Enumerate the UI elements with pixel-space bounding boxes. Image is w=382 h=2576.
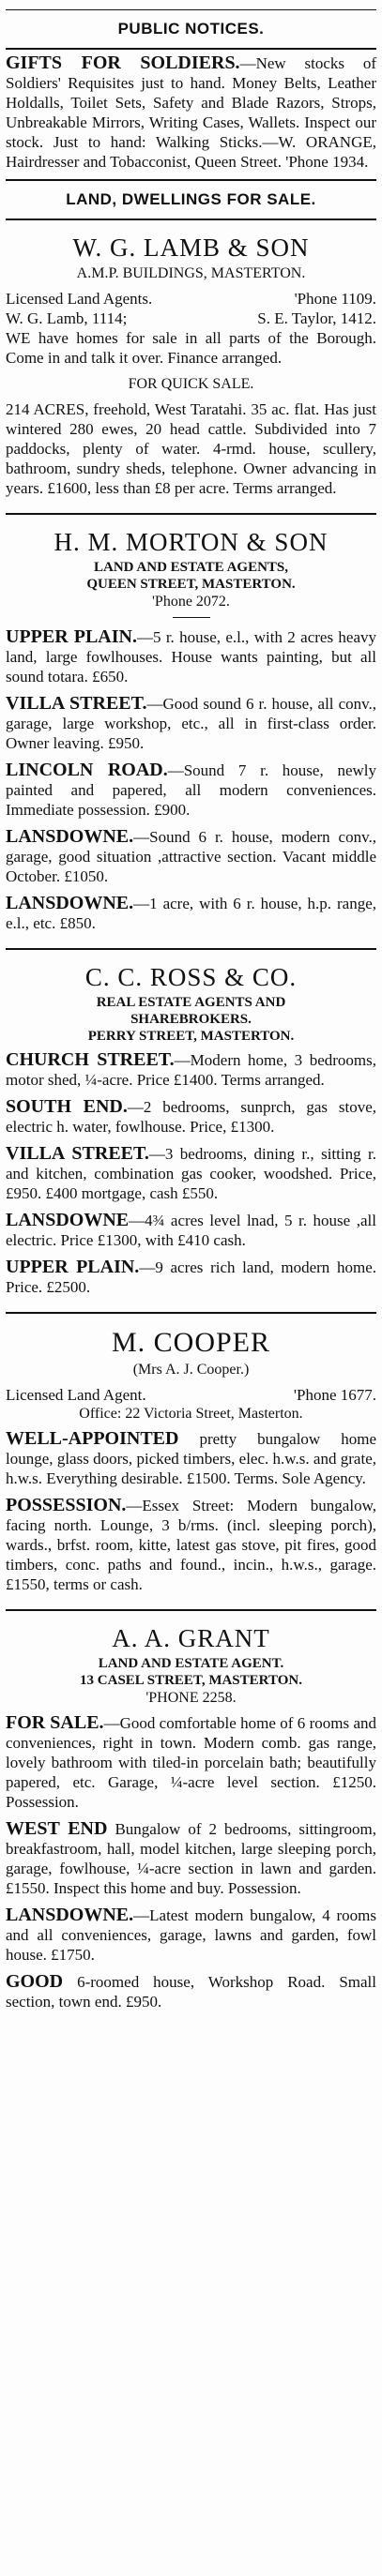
listing [6, 627, 376, 686]
listing [6, 1972, 376, 2011]
cooper-phone: 'Phone 1677. [293, 1386, 376, 1404]
listing [6, 894, 376, 933]
listing-lead: UPPER PLAIN. [6, 1257, 140, 1277]
lamb-phone: 'Phone 1109. [294, 290, 376, 308]
listing-body: —Good sound 6 r. house, all conv., garage, large workshop, etc., all in first-class order. Owner leaving. £950. [6, 695, 377, 752]
land-heading: LAND, DWELLINGS FOR SALE. [66, 190, 316, 208]
lamb-licensed-line [6, 289, 376, 309]
section-rule [6, 1609, 376, 1611]
lamb-name-2: S. E. Taylor, 1412. [257, 309, 376, 327]
listing-body: —Good comfortable home of 6 rooms and conveniences, right in town. Modern comb. gas range, lovely bathroom with tiled-in porcelain bath; beautifully papered, etc. Garage, ¼-acre level section. £1250. Possession. [6, 1714, 376, 1811]
cooper-sub: (Mrs A. J. Cooper.) [132, 1362, 250, 1378]
listing [6, 1906, 376, 1965]
listing [6, 1144, 376, 1203]
listing-body: —3 bedrooms, dining r., sitting r. and kitchen, combination gas cooker, woodshed. Price, £950. £400 mortgage, cash £550. [6, 1145, 376, 1202]
listing-body: —Essex Street: Modern bungalow, facing north. Lounge, 3 b/rms. (incl. sleeping porch), wards., brfst. room, kitte, latest gas stove, pit fires, good timbers, conc. paths and found., incin., h.w.s., garage. £1550, terms or cash. [6, 1497, 376, 1593]
listing [6, 1097, 376, 1137]
listing-lead: VILLA STREET. [6, 1143, 149, 1164]
cooper-licensed: Licensed Land Agent. [6, 1386, 146, 1404]
listing [6, 1050, 376, 1090]
top-rule [6, 9, 376, 10]
listing [6, 694, 376, 753]
ross-line-3: PERRY STREET, MASTERTON. [87, 1029, 295, 1044]
gifts-lead: GIFTS FOR SOLDIERS. [6, 53, 240, 73]
section-rule [6, 1312, 376, 1314]
listing [6, 1819, 376, 1898]
listing-lead: LINCOLN ROAD. [6, 760, 168, 780]
morton-line-2: QUEEN STREET, MASTERTON. [86, 577, 296, 592]
grant-line-1: LAND AND ESTATE AGENT. [98, 1656, 284, 1671]
listing-lead: GOOD [6, 1971, 64, 1992]
listing-body: Bungalow of 2 bedrooms, sittingroom, breakfastroom, hall, model kitchen, large sleeping porch, garage, fowlhouse, ¼-acre section in lawn and garden. £1550. Inspect this home and buy. Possession. [6, 1820, 376, 1897]
listing-lead: CHURCH STREET. [6, 1049, 175, 1070]
listing-lead: LANSDOWNE [6, 1210, 130, 1230]
section-rule [6, 218, 376, 220]
lamb-name-1: W. G. Lamb, 1114; [6, 309, 128, 327]
lamb-address: A.M.P. BUILDINGS, MASTERTON. [76, 265, 306, 281]
morton-phone: 'Phone 2072. [152, 594, 230, 610]
listing [6, 827, 376, 886]
listing [6, 1429, 376, 1488]
newspaper-column [6, 0, 376, 2023]
lamb-licensed: Licensed Land Agents. [6, 290, 153, 308]
listing-lead: POSSESSION. [6, 1495, 127, 1515]
section-rule [6, 513, 376, 515]
morton-line-1: LAND AND ESTATE AGENTS, [94, 560, 288, 575]
listing-body: —1 acre, with 6 r. house, h.p. range, e.l., etc. £850. [6, 895, 376, 932]
listing-body: —9 acres rich land, modern home. Price. £2500. [6, 1258, 376, 1296]
gifts-body: —New stocks of Soldiers' Requisites just to hand. Money Belts, Leather Holdalls, Toilet Sets, Safety and Blade Razors, Strops, Unbreakable Mirrors, Writing Cases, Wallets. Inspect our stock. Just to hand: Walking Sticks.—W. ORANGE, Hairdresser and Tobacconist, Queen Street. 'Phone 1934. [6, 54, 376, 171]
listing-body: —Sound 6 r. house, modern conv., garage, good situation ,attractive section. Vacant middle October. £1050. [6, 828, 376, 885]
lamb-ad [6, 224, 376, 509]
lamb-name: W. G. LAMB & SON [72, 233, 310, 262]
grant-ad [6, 1615, 376, 2023]
listing [6, 1258, 376, 1297]
grant-line-2: 13 CASEL STREET, MASTERTON. [80, 1673, 302, 1688]
listing-body: —5 r. house, e.l., with 2 acres heavy land, large fowlhouses. House wants painting, but all sound totara. £650. [6, 628, 376, 685]
listing-body: —Sound 7 r. house, newly painted and papered, all modern conveniences. Immediate possession. £900. [6, 761, 376, 819]
listing-body: —Latest modern bungalow, 4 rooms and all conveniences, garage, lawns and garden, fowl house. £1750. [6, 1906, 376, 1964]
cooper-licensed-line [6, 1385, 376, 1405]
section-rule [6, 948, 376, 950]
listing-body: —2 bedrooms, sunprch, gas stove, electric h. water, fowlhouse. Price, £1300. [6, 1098, 377, 1136]
listing [6, 1211, 376, 1250]
ross-name: C. C. ROSS & CO. [84, 963, 298, 991]
listing-lead: WELL-APPOINTED [6, 1428, 179, 1449]
divider [173, 617, 210, 618]
listing-lead: SOUTH END. [6, 1096, 128, 1117]
listing-lead: UPPER PLAIN. [6, 626, 137, 647]
listing-body: —4¾ acres level lnad, 5 r. house ,all electric. Price £1300, with £410 cash. [6, 1212, 376, 1249]
listing [6, 761, 376, 820]
ross-ad [6, 954, 376, 1308]
section-rule [6, 48, 376, 50]
listing [6, 1496, 376, 1594]
listing-lead: LANSDOWNE. [6, 826, 134, 847]
ross-line-2: SHAREBROKERS. [130, 1012, 252, 1027]
grant-name: A. A. GRANT [112, 1624, 270, 1652]
listing-lead: LANSDOWNE. [6, 1905, 134, 1925]
morton-ad [6, 519, 376, 944]
listing-body: 6-roomed house, Workshop Road. Small section, town end. £950. [6, 1973, 376, 2011]
section-rule [6, 179, 376, 181]
public-notices-heading: PUBLIC NOTICES. [117, 20, 265, 38]
cooper-office: Office: 22 Victoria Street, Masterton. [79, 1406, 303, 1422]
morton-name: H. M. MORTON & SON [53, 528, 329, 556]
listing-body: pretty bungalow home lounge, glass doors, picked timbers, elec. h.w.s. and grate, h.w.s. Everything desirable. £1500. Terms. Sole Agency. [6, 1430, 376, 1487]
lamb-intro: WE have homes for sale in all parts of the Borough. Come in and talk it over. Finance arranged. [6, 329, 376, 367]
lamb-listing: 214 ACRES, freehold, West Taratahi. 35 ac. flat. Has just wintered 280 ewes, 20 head cattle. Subdivided into 7 paddocks, plenty of water. 4-rmd. house, scullery, bathroom, sundry sheds, telephone. Owner advancing in years. £1600, less than £8 per acre. Terms arranged. [6, 400, 376, 497]
listing [6, 1713, 376, 1812]
lamb-quick-sale: FOR QUICK SALE. [128, 376, 254, 392]
gifts-notice [6, 53, 376, 172]
listing-lead: FOR SALE. [6, 1712, 104, 1733]
listing-body: —Modern home, 3 bedrooms, motor shed, ¼-acre. Price £1400. Terms arranged. [6, 1051, 377, 1089]
grant-phone: 'PHONE 2258. [145, 1690, 237, 1706]
ross-line-1: REAL ESTATE AGENTS AND [96, 995, 286, 1010]
cooper-name: M. COOPER [111, 1327, 271, 1358]
listing-lead: VILLA STREET. [6, 693, 147, 714]
listing-lead: WEST END [6, 1818, 108, 1839]
lamb-names-line [6, 309, 376, 328]
listing-lead: LANSDOWNE. [6, 893, 134, 913]
cooper-ad [6, 1318, 376, 1605]
